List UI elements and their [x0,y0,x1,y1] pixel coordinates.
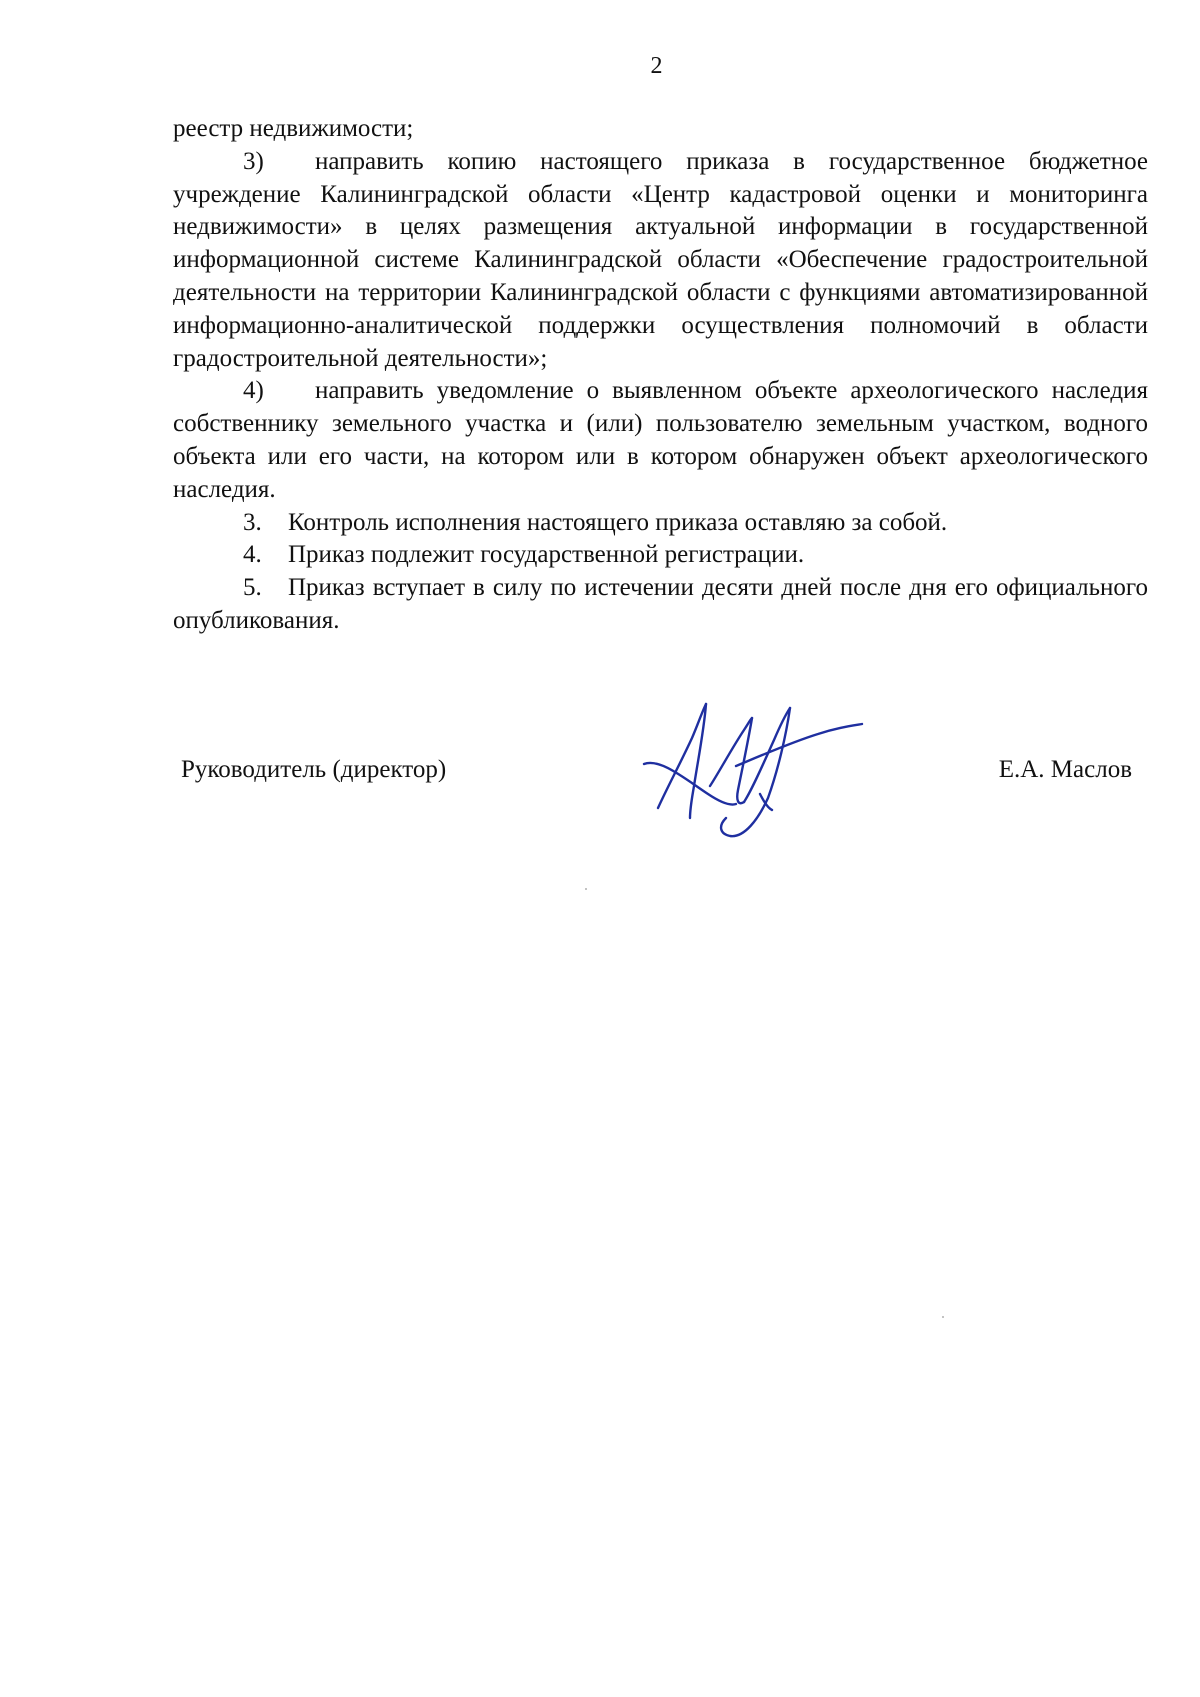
list-item-text: направить копию настоящего приказа в государственное бюджетное учреждение Калининградской области «Центр кадастровой оценки и мониторинга недвижимости» в целях размещения актуальной информации в государственной информационной системе Калининградской области «Обеспечение градостроительной деятельности на территории Калининградской области с функциями автоматизированной информационно-аналитической поддержки осуществления полномочий в области градостроительной деятельности»; [173,147,1148,372]
point-marker: 3. [243,508,262,536]
document-body [173,113,1148,638]
signature-stroke [644,763,736,805]
list-item-4 [173,375,1148,506]
list-marker: 4) [243,377,264,405]
point-3 [173,507,1148,540]
handwritten-signature [640,690,880,860]
point-text: Приказ подлежит государственной регистрации. [288,541,805,569]
scan-speck [942,1316,944,1318]
paragraph-continuation: реестр недвижимости; [173,115,414,142]
signature-stroke [736,724,862,766]
list-item-text: направить уведомление о выявленном объекте археологического наследия собственнику земельного участка и (или) пользователю земельным участком, водного объекта или его части, на котором или в котором обнаружен объект археологического наследия. [173,377,1148,503]
point-marker: 5. [243,574,262,602]
signatory-name: Е.А. Маслов [998,756,1132,783]
point-text: Приказ вступает в силу по истечении десяти дней после дня его официального опубликования. [173,574,1148,634]
point-4 [173,539,1148,572]
scan-speck [585,888,587,890]
signature-row [0,754,1200,794]
point-marker: 4. [243,541,262,569]
list-marker: 3) [243,147,264,175]
point-text: Контроль исполнения настоящего приказа оставляю за собой. [288,508,948,536]
signatory-title: Руководитель (директор) [181,756,447,783]
list-item-3 [173,146,1148,376]
page-number: 2 [650,53,663,79]
point-5 [173,572,1148,638]
